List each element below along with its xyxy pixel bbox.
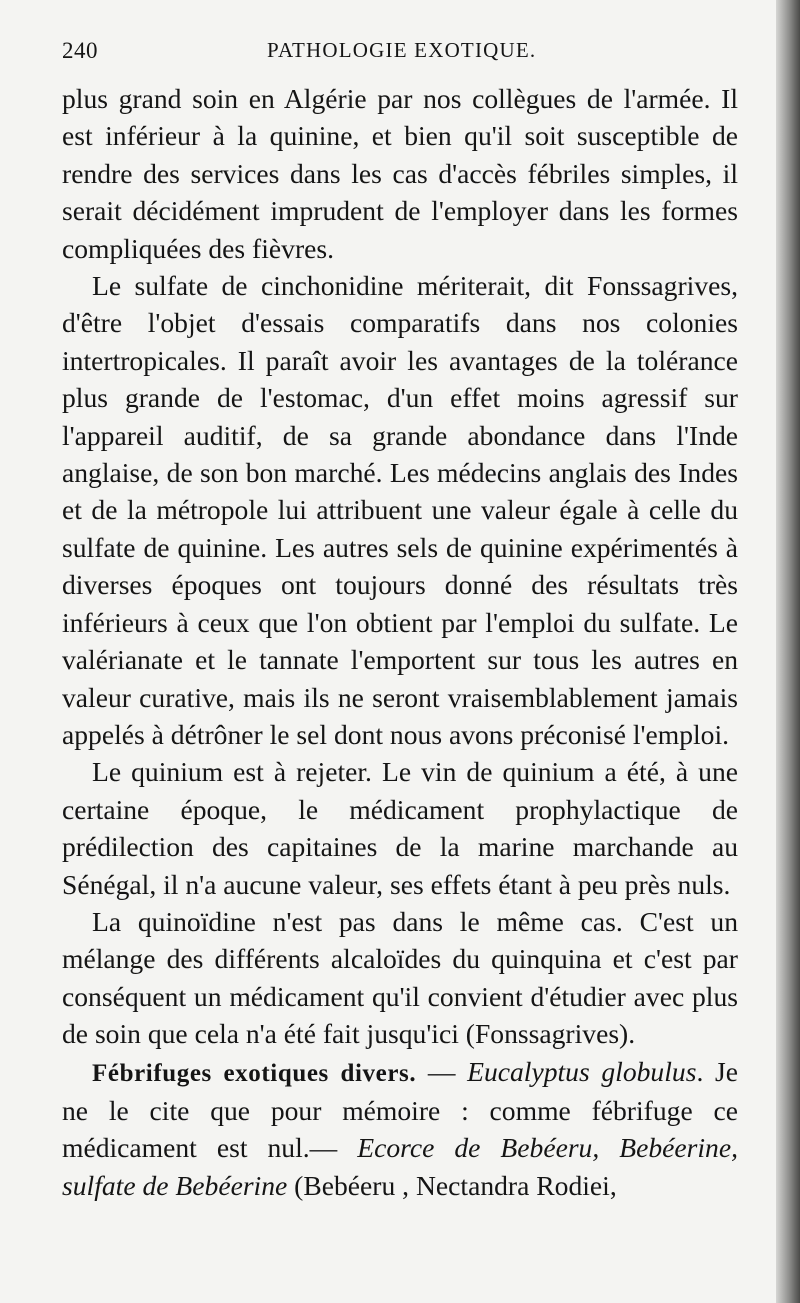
paragraph-quinoidine: La quinoïdine n'est pas dans le même cas. C'est un mélange des différents alcaloïdes du quinquina et c'est par conséquent un médicament qu'il convient d'étudier avec plus de soin que cela n'a été fait jusqu'ici (Fonssagrives). bbox=[62, 905, 738, 1050]
paragraph-cinchonidine: Le sulfate de cinchonidine mériterait, dit Fonssagrives, d'être l'objet d'essais comparatifs dans nos colonies intertropicales. Il paraît avoir les avantages de la tolérance plus grande de l'estomac, d'un effet moins agressif sur l'appareil auditif, de sa grande abondance dans l'Inde anglaise, de son bon marché. Les médecins anglais des Indes et de la métropole lui attribuent une valeur égale à celle du sulfate de quinine. Les autres sels de quinine expérimentés à diverses époques ont toujours donné des résultats très inférieurs à ceux que l'on obtient par l'emploi du sulfate. Le valérianate et le tannate l'emportent sur tous les autres en valeur curative, mais ils ne seront vraisemblablement jamais appelés à détrôner le sel dont nous avons préconisé l'emploi. bbox=[62, 270, 738, 750]
section-heading: Fébrifuges exotiques divers. bbox=[92, 1059, 417, 1087]
paragraph-febrifuges bbox=[62, 1053, 738, 1205]
term-eucalyptus: Eucalyptus globulus bbox=[467, 1055, 697, 1087]
term-bebeeru: Ecorce de Bebéeru, Bebéerine, sulfate de Bebéerine bbox=[62, 1132, 738, 1201]
page-content bbox=[62, 30, 738, 1204]
heading-dash: — bbox=[416, 1055, 468, 1087]
running-title: PATHOLOGIE EXOTIQUE. bbox=[267, 38, 537, 62]
paragraph-quinium: Le quinium est à rejeter. Le vin de quinium a été, à une certaine époque, le médicament prophylactique de prédilection des capitaines de la marine marchande au Sénégal, il n'a aucune valeur, ses effets étant à peu près nuls. bbox=[62, 756, 738, 900]
running-head bbox=[62, 30, 738, 74]
page-gutter-shadow bbox=[776, 0, 800, 1303]
febrifuges-text-2: (Bebéeru , Nectandra Rodiei, bbox=[287, 1169, 617, 1201]
febrifuges-text-1: . Je ne le cite que pour mémoire : comme fébrifuge ce médicament est nul.— bbox=[62, 1055, 738, 1164]
paragraph-continuation: plus grand soin en Algérie par nos collègues de l'armée. Il est inférieur à la quinine, et bien qu'il soit susceptible de rendre des services dans les cas d'accès fébriles simples, il serait décidément imprudent de l'employer dans les formes compliquées des fièvres. bbox=[62, 83, 738, 264]
page-number: 240 bbox=[62, 38, 98, 63]
body-text bbox=[62, 80, 738, 1204]
